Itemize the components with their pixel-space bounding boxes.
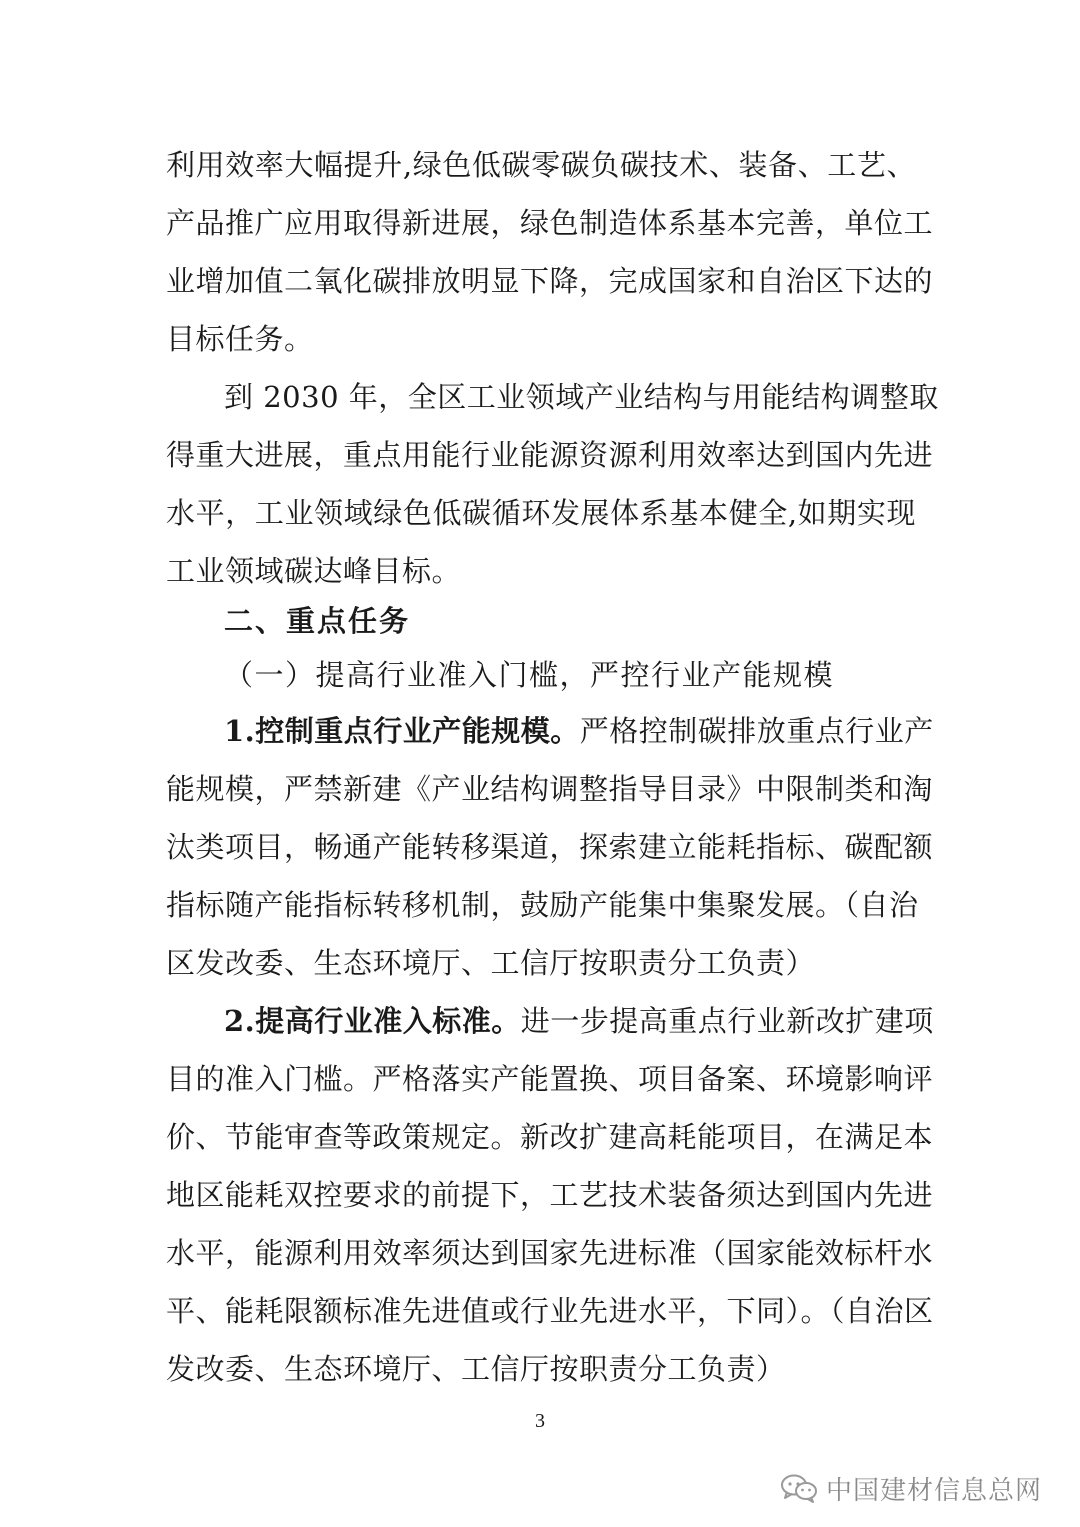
text-line: 能规模，严禁新建《产业结构调整指导目录》中限制类和淘: [166, 772, 934, 806]
text-line: 利用效率大幅提升,绿色低碳零碳负碳技术、装备、工艺、: [166, 148, 916, 182]
text-line: 指标随产能指标转移机制，鼓励产能集中集聚发展。（自治: [166, 888, 919, 922]
page-number: 3: [535, 1410, 545, 1432]
text-line: 地区能耗双控要求的前提下，工艺技术装备须达到国内先进: [166, 1178, 934, 1212]
text-line: 到 2030 年，全区工业领域产业结构与用能结构调整取: [224, 380, 939, 414]
text-line: 得重大进展，重点用能行业能源资源利用效率达到国内先进: [166, 438, 934, 472]
wechat-icon: [780, 1473, 818, 1503]
item2-title: 2.提高行业准入标准。: [224, 1004, 521, 1038]
item2-first-line: [224, 992, 934, 1050]
text-line: 目标任务。: [166, 322, 314, 356]
text-line: 产品推广应用取得新进展，绿色制造体系基本完善，单位工: [166, 206, 934, 240]
text-line: 工业领域碳达峰目标。: [166, 554, 462, 588]
text-line: 平、能耗限额标准先进值或行业先进水平，下同）。（自治区: [166, 1294, 934, 1328]
item1-first-line-rest: 严格控制碳排放重点行业产: [579, 714, 934, 748]
text-line: 汰类项目，畅通产能转移渠道，探索建立能耗指标、碳配额: [166, 830, 934, 864]
watermark-text: 中国建材信息总网: [825, 1475, 1042, 1506]
text-line: 水平，工业领域绿色低碳循环发展体系基本健全,如期实现: [166, 496, 916, 530]
section-heading: 二、重点任务: [224, 604, 411, 638]
text-line: 价、节能审查等政策规定。新改扩建高耗能项目，在满足本: [166, 1120, 934, 1154]
item1-first-line: [224, 702, 934, 760]
sub-heading: （一）提高行业准入门槛，严控行业产能规模: [224, 658, 835, 692]
text-line: 区发改委、生态环境厅、工信厅按职责分工负责）: [166, 946, 816, 980]
watermark: [780, 1468, 1042, 1508]
text-line: 发改委、生态环境厅、工信厅按职责分工负责）: [166, 1352, 786, 1386]
item2-first-line-rest: 进一步提高重点行业新改扩建项: [520, 1004, 934, 1038]
text-line: 目的准入门槛。严格落实产能置换、项目备案、环境影响评: [166, 1062, 934, 1096]
item1-title: 1.控制重点行业产能规模。: [224, 714, 580, 748]
text-line: 业增加值二氧化碳排放明显下降，完成国家和自治区下达的: [166, 264, 934, 298]
text-line: 水平，能源利用效率须达到国家先进标准（国家能效标杆水: [166, 1236, 934, 1270]
